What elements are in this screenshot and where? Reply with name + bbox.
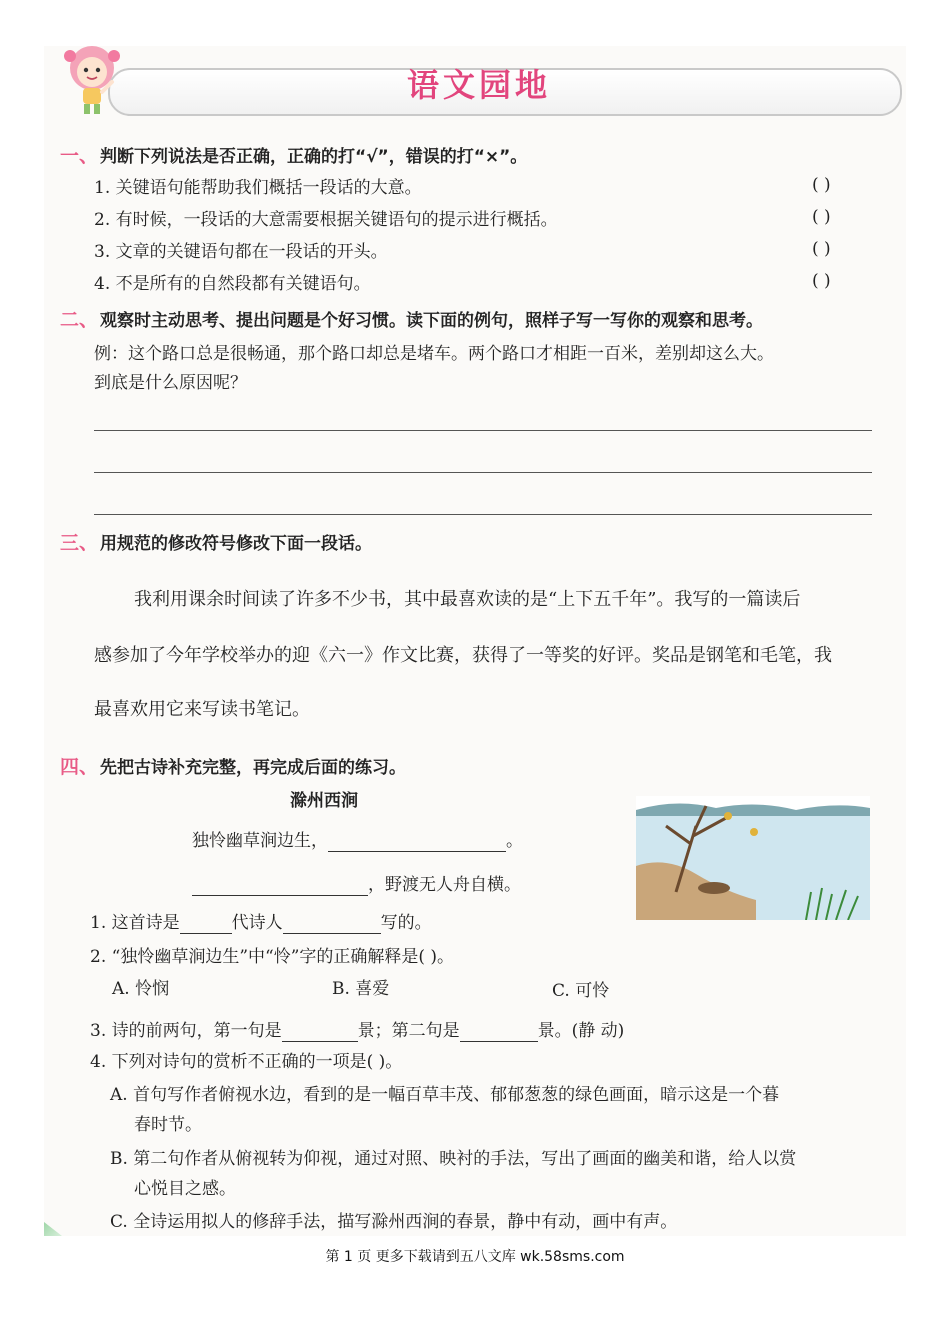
q1-text-a: 1. 这首诗是	[90, 913, 180, 933]
poem-title: 滁州西涧	[290, 791, 358, 811]
poem-line-2	[192, 870, 521, 896]
s1-answer-box-2[interactable]: ( )	[812, 207, 831, 227]
s1-answer-box-3[interactable]: ( )	[812, 239, 831, 259]
section-2-text: 观察时主动思考、提出问题是个好习惯。读下面的例句，照样子写一写你的观察和思考。	[100, 311, 764, 331]
s3-paragraph-line-1: 我利用课余时间读了许多不少书，其中最喜欢读的是“上下五千年”。我写的一篇读后	[134, 589, 801, 610]
section-2-number: 二、	[60, 309, 99, 331]
section-2-title	[60, 305, 763, 332]
s2-example-line-2: 到底是什么原因呢？	[94, 373, 247, 393]
q4-option-b-line-1[interactable]: B. 第二句作者从俯视转为仰视，通过对照、映衬的手法，写出了画面的幽美和谐，给人以赏	[110, 1149, 797, 1169]
page-footer: 第 1 页 更多下载请到五八文库 wk.58sms.com	[325, 1249, 625, 1265]
q3-blank-1[interactable]	[282, 1021, 358, 1042]
q1-blank-poet[interactable]	[283, 913, 381, 934]
section-4-text: 先把古诗补充完整，再完成后面的练习。	[100, 758, 407, 778]
q2-option-c[interactable]: C. 可怜	[552, 981, 610, 1001]
s2-answer-line-3[interactable]	[94, 514, 872, 515]
q4-line: 4. 下列对诗句的赏析不正确的一项是( )。	[90, 1052, 403, 1072]
s3-paragraph-line-2: 感参加了今年学校举办的迎《六一》作文比赛，获得了一等奖的好评。奖品是钢笔和毛笔，我	[94, 645, 832, 666]
q1-blank-dynasty[interactable]	[180, 913, 232, 934]
s2-example-line-1: 例：这个路口总是很畅通，那个路口却总是堵车。两个路口才相距一百米，差别却这么大。	[94, 344, 774, 364]
section-4-title	[60, 752, 406, 779]
q3-line	[90, 1016, 624, 1042]
s2-answer-line-2[interactable]	[94, 472, 872, 473]
q3-text-a: 3. 诗的前两句，第一句是	[90, 1021, 282, 1041]
page-header	[60, 46, 898, 114]
s1-answer-box-1[interactable]: ( )	[812, 175, 831, 195]
s1-item-1: 1. 关键语句能帮助我们概括一段话的大意。	[94, 178, 422, 198]
s1-item-3: 3. 文章的关键语句都在一段话的开头。	[94, 242, 388, 262]
q3-text-b: 景；第二句是	[357, 1021, 460, 1041]
poem-line-1-text: 独怜幽草涧边生，	[192, 831, 328, 851]
section-3-title	[60, 528, 372, 555]
q2-option-b[interactable]: B. 喜爱	[332, 979, 390, 999]
q4-option-b-line-2: 心悦目之感。	[134, 1179, 236, 1199]
q1-line	[90, 908, 432, 934]
mascot-girl-illustration	[50, 46, 134, 116]
s3-paragraph-line-3: 最喜欢用它来写读书笔记。	[94, 699, 310, 720]
q1-text-b: 代诗人	[231, 913, 283, 933]
section-3-number: 三、	[60, 532, 99, 554]
q3-blank-2[interactable]	[460, 1021, 538, 1042]
s1-item-4: 4. 不是所有的自然段都有关键语句。	[94, 274, 371, 294]
q2-option-a[interactable]: A. 怜悯	[112, 979, 170, 999]
s2-answer-line-1[interactable]	[94, 430, 872, 431]
section-1-text: 判断下列说法是否正确，正确的打“√”，错误的打“×”。	[100, 147, 528, 167]
page-title: 语文园地	[406, 66, 551, 104]
poem-line-1-end: 。	[506, 831, 523, 851]
s1-answer-box-4[interactable]: ( )	[812, 271, 831, 291]
q1-text-c: 写的。	[380, 913, 432, 933]
section-1-number: 一、	[60, 145, 99, 167]
poem-illustration	[636, 796, 870, 920]
poem-blank-2[interactable]	[192, 875, 368, 896]
s1-item-2: 2. 有时候，一段话的大意需要根据关键语句的提示进行概括。	[94, 210, 558, 230]
poem-blank-1[interactable]	[328, 831, 506, 852]
q4-option-c[interactable]: C. 全诗运用拟人的修辞手法，描写滁州西涧的春景，静中有动，画中有声。	[110, 1212, 678, 1232]
q4-option-a-line-2: 春时节。	[134, 1115, 202, 1135]
section-4-number: 四、	[60, 756, 99, 778]
section-3-text: 用规范的修改符号修改下面一段话。	[100, 534, 373, 554]
q4-option-a-line-1[interactable]: A. 首句写作者俯视水边，看到的是一幅百草丰茂、郁郁葱葱的绿色画面，暗示这是一个暮	[110, 1085, 780, 1105]
section-1-title	[60, 141, 527, 168]
poem-line-1	[192, 826, 523, 852]
q2-line: 2. “独怜幽草涧边生”中“怜”字的正确解释是( )。	[90, 947, 455, 967]
poem-line-2-text: ，野渡无人舟自横。	[368, 875, 521, 895]
q3-text-c: 景。(静 动)	[537, 1021, 625, 1041]
